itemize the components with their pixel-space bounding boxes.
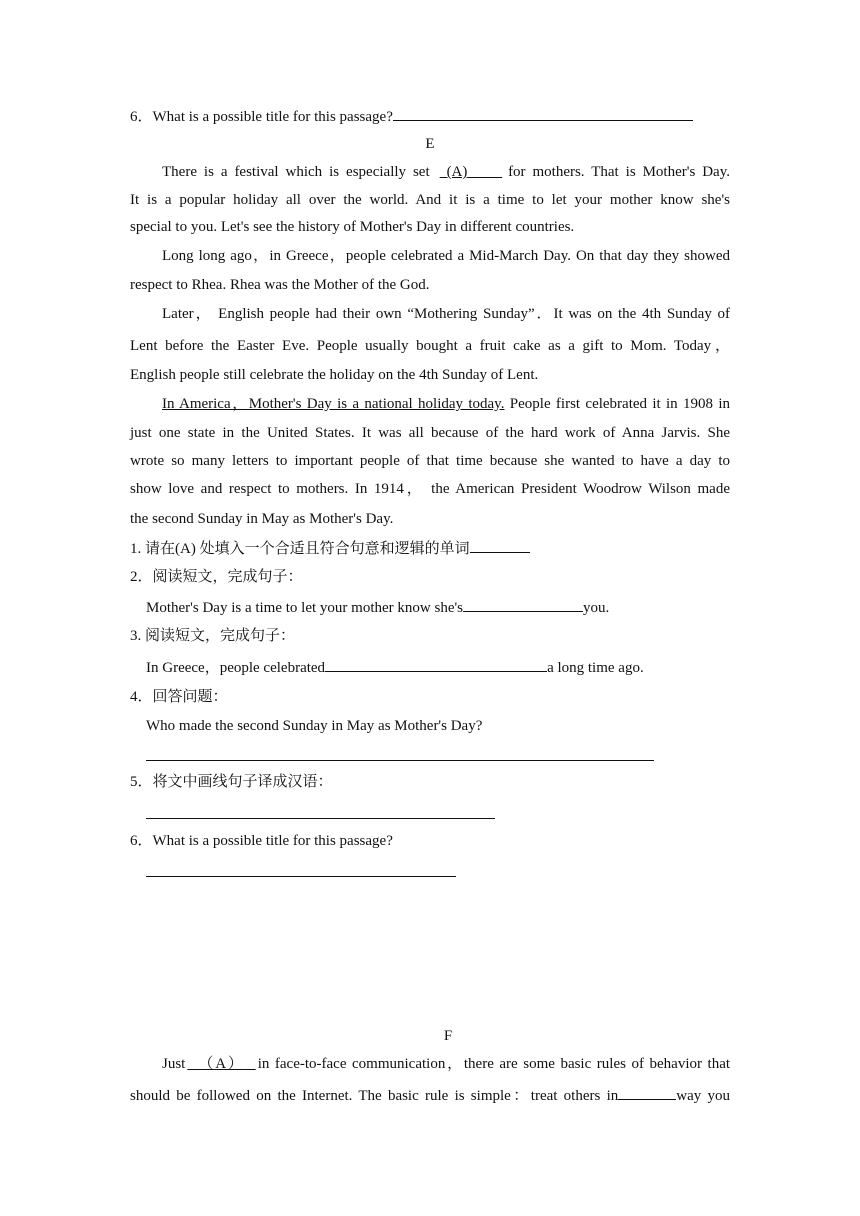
passage-line: show love and respect to mothers. In 1914， the American President Woodrow Wilson made [130,481,730,497]
passage-line: should be followed on the Internet. The basic rule is simple：treat others in way you [130,1084,730,1106]
answer-blank[interactable] [393,105,693,121]
question-2-sentence: Mother's Day is a time to let your mother know she's you. [146,596,609,618]
question-6-top: 6．What is a possible title for this passage? [130,105,693,127]
underlined-sentence: In America，Mother's Day is a national holiday today. [162,396,505,412]
answer-blank[interactable] [618,1084,676,1100]
passage-line: Just （A） in face-to-face communication，there are some basic rules of behavior that [162,1056,731,1072]
answer-blank[interactable] [470,537,530,553]
passage-line: wrote so many letters to important people of that time because she wanted to have a day to [130,453,730,469]
question-4: 4．回答问题： [130,689,228,705]
answer-line[interactable] [146,760,654,761]
passage-line: just one state in the United States. It was all because of the hard work of Anna Jarvis. She [130,425,730,441]
passage-line: special to you. Let's see the history of Mother's Day in different countries. [130,219,575,235]
passage-line: the second Sunday in May as Mother's Day. [130,511,394,527]
blank-a: (A) [446,164,468,180]
blank-a: （A） [198,1056,245,1072]
question-4-text: Who made the second Sunday in May as Mother's Day? [146,718,483,734]
answer-line[interactable] [146,876,456,877]
answer-blank[interactable] [325,656,547,672]
question-5: 5．将文中画线句子译成汉语： [130,774,333,790]
question-3: 3. 阅读短文，完成句子： [130,628,296,644]
answer-line[interactable] [146,818,495,819]
section-heading-e: E [425,136,435,152]
passage-line: There is a festival which is especially set (A) for mothers. That is Mother's Day. [162,164,730,180]
question-6: 6．What is a possible title for this passage? [130,833,393,849]
question-1: 1. 请在(A) 处填入一个合适且符合句意和逻辑的单词 [130,537,530,559]
passage-line: Later， English people had their own “Mothering Sunday”．It was on the 4th Sunday of [162,306,730,322]
question-3-sentence: In Greece，people celebrated a long time ago. [146,656,644,678]
passage-line: English people still celebrate the holiday on the 4th Sunday of Lent. [130,367,539,383]
passage-line: In America，Mother's Day is a national holiday today. People first celebrated it in 1908 in [162,396,730,412]
passage-line: respect to Rhea. Rhea was the Mother of the God. [130,277,430,293]
section-heading-f: F [443,1028,453,1044]
passage-line: Long long ago，in Greece，people celebrated a Mid-March Day. On that day they showed [162,248,730,264]
question-2: 2．阅读短文，完成句子： [130,569,303,585]
answer-blank[interactable] [463,596,583,612]
passage-line: It is a popular holiday all over the world. And it is a time to let your mother know she's [130,192,730,208]
passage-line: Lent before the Easter Eve. People usually bought a fruit cake as a gift to Mom. Today， [130,338,730,354]
